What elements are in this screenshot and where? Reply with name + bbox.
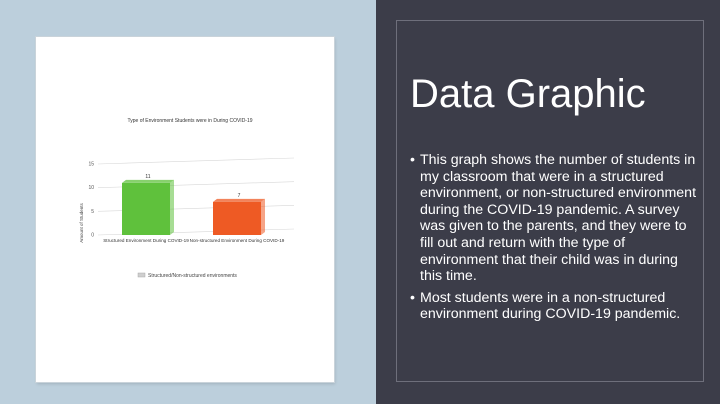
y-tick-label: 10: [88, 185, 94, 192]
bar-side-face: [261, 199, 265, 235]
slide-title: Data Graphic: [410, 72, 646, 116]
y-tick-label: 0: [91, 232, 94, 239]
bar: [122, 183, 170, 235]
bar-top-face: [122, 180, 174, 183]
bar-side-face: [170, 180, 174, 235]
bullet-dot-icon: •: [410, 152, 415, 168]
y-tick-label: 15: [88, 161, 94, 168]
gridline: [98, 158, 294, 164]
legend-swatch: [138, 273, 145, 277]
bullet-item: [410, 290, 698, 323]
x-tick-label: Structured Environment During COVID-19: [103, 238, 189, 243]
bullet-text: Most students were in a non-structured environment during COVID-19 pandemic.: [420, 289, 681, 323]
y-tick-label: 5: [91, 208, 94, 215]
data-label: 11: [145, 173, 151, 180]
bullet-dot-icon: •: [410, 289, 415, 306]
bullet-item: [410, 152, 698, 285]
bar-chart: [36, 37, 334, 382]
x-tick-label: Non-structured Environment During COVID-19: [189, 238, 285, 243]
bar: [213, 202, 261, 235]
embedded-chart-page: [36, 37, 334, 382]
bullet-list: [410, 152, 698, 328]
data-label: 7: [237, 192, 241, 199]
y-axis-label: Amount of Students: [79, 203, 84, 243]
bar-top-face: [213, 199, 265, 202]
bullet-text: This graph shows the number of students in my classroom that were in a structured environment, or non-structured environment during the COVID-19 pandemic. A survey was given to the parents, and they were to fill out and return with the type of environment that their child was in during this time.: [420, 152, 697, 285]
legend-label: Structured/Non-structured environments: [148, 273, 237, 279]
chart-title: Type of Environment Students were in During COVID-19: [127, 118, 253, 124]
